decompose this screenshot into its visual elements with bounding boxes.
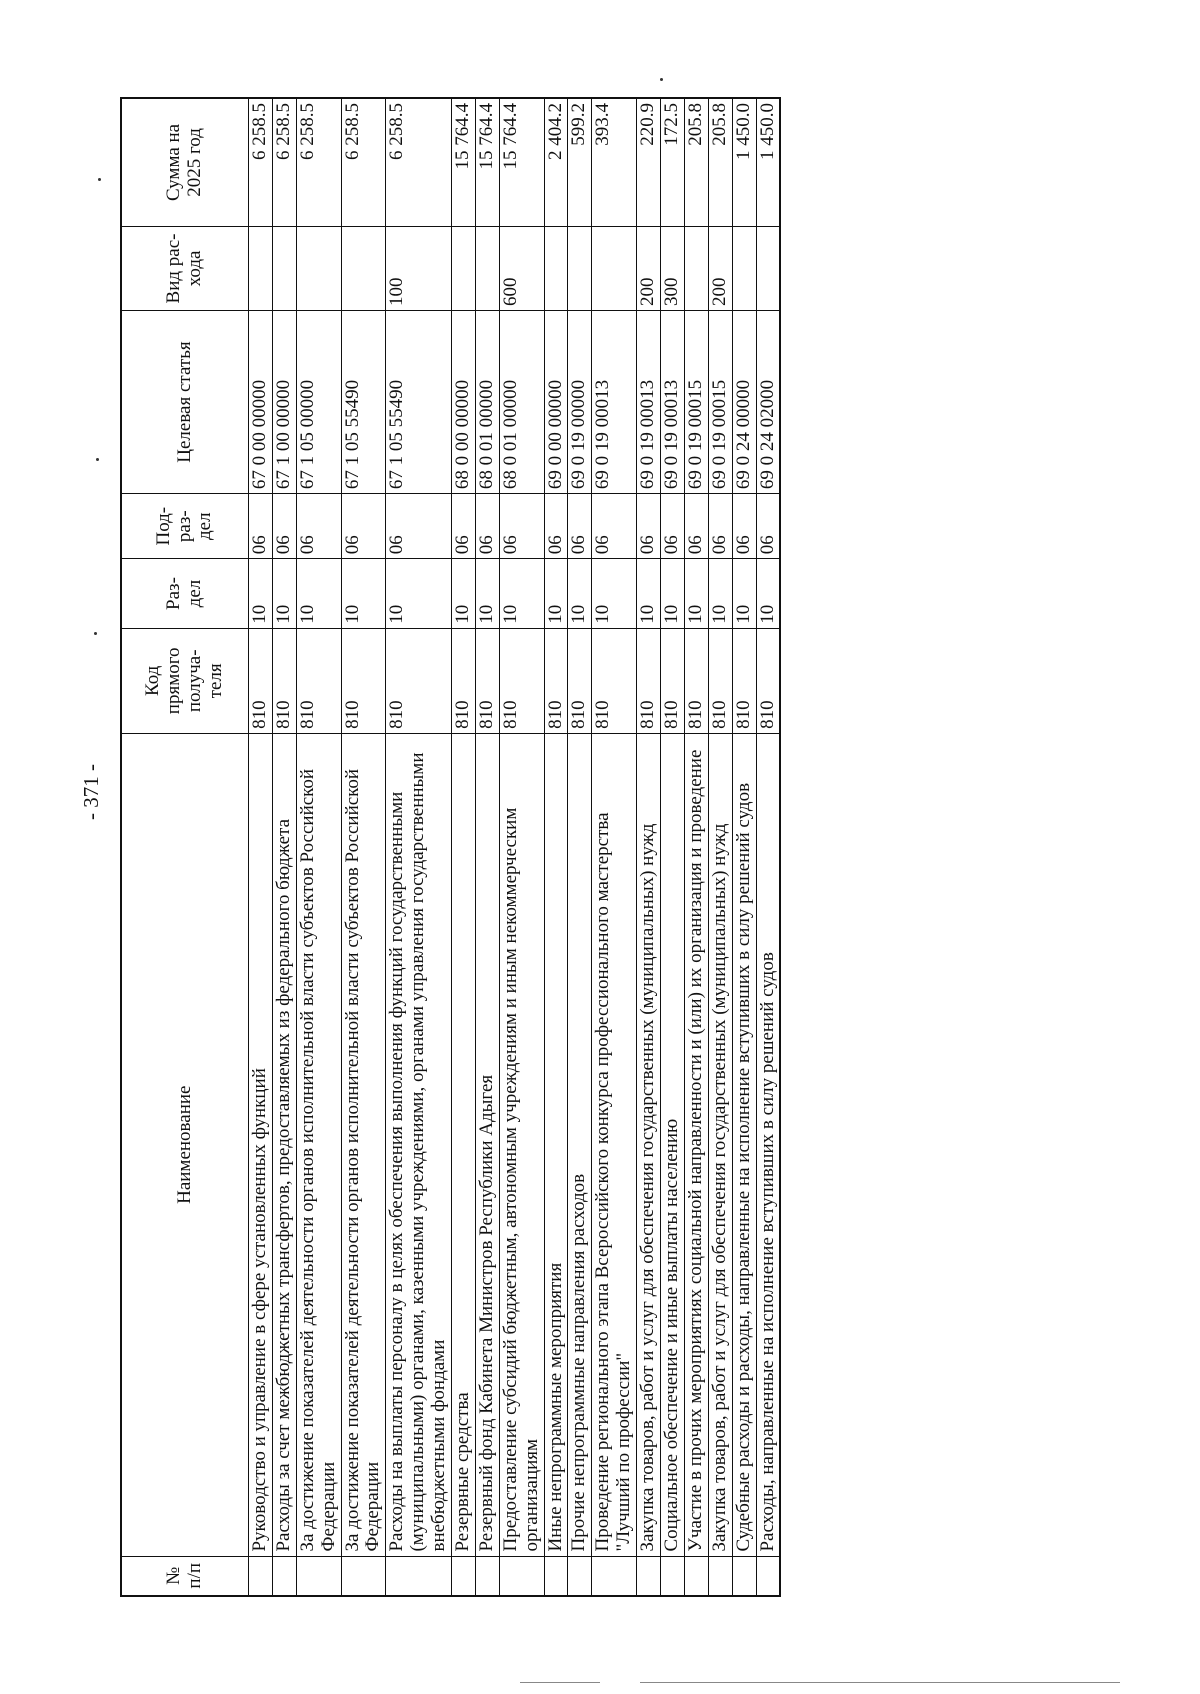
table-row xyxy=(708,98,732,1596)
cell-name: Расходы на выплаты персоналу в целях обеспечения выполнения функций государственными (муниципальными) органами, казенными учреждениями, органами управления государственными внебюджетными фондами xyxy=(386,733,452,1556)
cell-vid: 100 xyxy=(386,226,452,310)
cell-sum: 15 764.4 xyxy=(499,98,544,226)
cell-podrazdel: 06 xyxy=(637,494,661,559)
cell-target: 69 0 19 00013 xyxy=(592,311,637,494)
cell-razdel: 10 xyxy=(568,559,592,628)
cell-target: 69 0 19 00015 xyxy=(684,311,708,494)
table-row xyxy=(341,98,386,1596)
cell-recipient: 810 xyxy=(568,628,592,733)
cell-recipient: 810 xyxy=(341,628,386,733)
cell-name: Расходы, направленные на исполнение вступивших в силу решений судов xyxy=(756,733,780,1556)
scan-line xyxy=(520,1682,600,1683)
header-target: Целевая статья xyxy=(121,311,249,494)
cell-recipient: 810 xyxy=(637,628,661,733)
cell-target: 69 0 19 00013 xyxy=(661,311,685,494)
cell-vid xyxy=(296,226,341,310)
cell-target: 67 1 05 55490 xyxy=(341,311,386,494)
cell-target: 68 0 01 00000 xyxy=(499,311,544,494)
cell-razdel: 10 xyxy=(386,559,452,628)
cell-name: Руководство и управление в сфере установленных функций xyxy=(249,733,273,1556)
cell-target: 67 1 05 55490 xyxy=(386,311,452,494)
cell-sum: 205.8 xyxy=(684,98,708,226)
scan-line xyxy=(640,1682,1120,1683)
cell-vid: 200 xyxy=(637,226,661,310)
header-sum: Сумма на 2025 год xyxy=(121,98,249,226)
cell-podrazdel: 06 xyxy=(568,494,592,559)
cell-podrazdel: 06 xyxy=(475,494,499,559)
cell-podrazdel: 06 xyxy=(452,494,476,559)
cell-vid xyxy=(341,226,386,310)
cell-num xyxy=(499,1556,544,1596)
cell-vid xyxy=(732,226,756,310)
cell-recipient: 810 xyxy=(592,628,637,733)
cell-target: 67 0 00 00000 xyxy=(249,311,273,494)
cell-podrazdel: 06 xyxy=(386,494,452,559)
budget-table xyxy=(120,97,781,1597)
cell-vid xyxy=(544,226,568,310)
cell-name: Закупка товаров, работ и услуг для обеспечения государственных (муниципальных) нужд xyxy=(708,733,732,1556)
cell-podrazdel: 06 xyxy=(272,494,296,559)
cell-num xyxy=(249,1556,273,1596)
cell-target: 69 0 24 02000 xyxy=(756,311,780,494)
cell-name: Расходы за счет межбюджетных трансфертов, предоставляемых из федерального бюджета xyxy=(272,733,296,1556)
cell-target: 67 1 00 00000 xyxy=(272,311,296,494)
table-row xyxy=(475,98,499,1596)
cell-num xyxy=(708,1556,732,1596)
cell-recipient: 810 xyxy=(386,628,452,733)
scan-speck xyxy=(660,78,663,81)
cell-num xyxy=(272,1556,296,1596)
cell-sum: 6 258.5 xyxy=(341,98,386,226)
header-podrazdel: Под- раз- дел xyxy=(121,494,249,559)
cell-target: 69 0 19 00013 xyxy=(637,311,661,494)
cell-vid xyxy=(475,226,499,310)
rotated-table-wrapper xyxy=(120,97,1100,1597)
table-row xyxy=(756,98,780,1596)
cell-vid xyxy=(272,226,296,310)
cell-sum: 599.2 xyxy=(568,98,592,226)
cell-name: Социальное обеспечение и иные выплаты населению xyxy=(661,733,685,1556)
table-row xyxy=(296,98,341,1596)
cell-num xyxy=(732,1556,756,1596)
cell-recipient: 810 xyxy=(499,628,544,733)
cell-target: 69 0 24 00000 xyxy=(732,311,756,494)
cell-podrazdel: 06 xyxy=(499,494,544,559)
cell-num xyxy=(475,1556,499,1596)
cell-razdel: 10 xyxy=(296,559,341,628)
page-number: - 371 - xyxy=(79,764,103,820)
cell-vid xyxy=(452,226,476,310)
cell-sum: 15 764.4 xyxy=(475,98,499,226)
cell-sum: 15 764.4 xyxy=(452,98,476,226)
cell-name: Закупка товаров, работ и услуг для обеспечения государственных (муниципальных) нужд xyxy=(637,733,661,1556)
cell-name: Прочие непрограммные направления расходов xyxy=(568,733,592,1556)
cell-name: Резервные средства xyxy=(452,733,476,1556)
table-row xyxy=(592,98,637,1596)
cell-razdel: 10 xyxy=(475,559,499,628)
cell-recipient: 810 xyxy=(249,628,273,733)
table-row xyxy=(684,98,708,1596)
cell-podrazdel: 06 xyxy=(708,494,732,559)
header-name: Наименование xyxy=(121,733,249,1556)
cell-sum: 6 258.5 xyxy=(296,98,341,226)
cell-podrazdel: 06 xyxy=(756,494,780,559)
header-recipient: Код прямого получа- теля xyxy=(121,628,249,733)
cell-sum: 172.5 xyxy=(661,98,685,226)
cell-num xyxy=(568,1556,592,1596)
header-num: № п/п xyxy=(121,1556,249,1596)
table-row xyxy=(499,98,544,1596)
cell-podrazdel: 06 xyxy=(296,494,341,559)
cell-podrazdel: 06 xyxy=(341,494,386,559)
scan-speck xyxy=(96,458,99,461)
table-row xyxy=(732,98,756,1596)
cell-name: Судебные расходы и расходы, направленные на исполнение вступивших в силу решений судов xyxy=(732,733,756,1556)
cell-vid: 200 xyxy=(708,226,732,310)
cell-recipient: 810 xyxy=(452,628,476,733)
cell-sum: 220.9 xyxy=(637,98,661,226)
cell-vid xyxy=(684,226,708,310)
cell-num xyxy=(661,1556,685,1596)
cell-name: Проведение регионального этапа Всероссийского конкурса профессионального мастерства "Лучший по профессии" xyxy=(592,733,637,1556)
table-row xyxy=(544,98,568,1596)
cell-num xyxy=(386,1556,452,1596)
cell-razdel: 10 xyxy=(592,559,637,628)
table-row xyxy=(661,98,685,1596)
cell-sum: 6 258.5 xyxy=(272,98,296,226)
cell-target: 69 0 00 00000 xyxy=(544,311,568,494)
cell-num xyxy=(592,1556,637,1596)
table-header-row xyxy=(121,98,249,1596)
cell-vid xyxy=(249,226,273,310)
cell-name: Предоставление субсидий бюджетным, автономным учреждениям и иным некоммерческим организациям xyxy=(499,733,544,1556)
table-row xyxy=(452,98,476,1596)
cell-recipient: 810 xyxy=(684,628,708,733)
cell-vid xyxy=(568,226,592,310)
cell-sum: 6 258.5 xyxy=(386,98,452,226)
cell-recipient: 810 xyxy=(756,628,780,733)
cell-podrazdel: 06 xyxy=(249,494,273,559)
cell-recipient: 810 xyxy=(708,628,732,733)
table-row xyxy=(568,98,592,1596)
cell-sum: 2 404.2 xyxy=(544,98,568,226)
cell-razdel: 10 xyxy=(708,559,732,628)
cell-razdel: 10 xyxy=(637,559,661,628)
cell-name: Резервный фонд Кабинета Министров Республики Адыгея xyxy=(475,733,499,1556)
cell-num xyxy=(756,1556,780,1596)
cell-razdel: 10 xyxy=(272,559,296,628)
scan-speck xyxy=(98,178,101,181)
cell-target: 68 0 00 00000 xyxy=(452,311,476,494)
cell-sum: 6 258.5 xyxy=(249,98,273,226)
cell-name: За достижение показателей деятельности органов исполнительной власти субъектов Российской Федерации xyxy=(296,733,341,1556)
cell-podrazdel: 06 xyxy=(661,494,685,559)
cell-razdel: 10 xyxy=(499,559,544,628)
cell-num xyxy=(296,1556,341,1596)
cell-vid: 300 xyxy=(661,226,685,310)
cell-razdel: 10 xyxy=(341,559,386,628)
cell-target: 68 0 01 00000 xyxy=(475,311,499,494)
cell-recipient: 810 xyxy=(661,628,685,733)
cell-podrazdel: 06 xyxy=(732,494,756,559)
cell-vid xyxy=(592,226,637,310)
cell-name: За достижение показателей деятельности органов исполнительной власти субъектов Российской Федерации xyxy=(341,733,386,1556)
table-row xyxy=(272,98,296,1596)
scan-speck xyxy=(94,632,97,635)
cell-num xyxy=(544,1556,568,1596)
cell-target: 69 0 19 00000 xyxy=(568,311,592,494)
cell-recipient: 810 xyxy=(544,628,568,733)
cell-num xyxy=(341,1556,386,1596)
cell-razdel: 10 xyxy=(661,559,685,628)
cell-razdel: 10 xyxy=(544,559,568,628)
cell-vid xyxy=(756,226,780,310)
cell-razdel: 10 xyxy=(452,559,476,628)
cell-name: Иные непрограммные мероприятия xyxy=(544,733,568,1556)
cell-recipient: 810 xyxy=(475,628,499,733)
table-row xyxy=(637,98,661,1596)
cell-sum: 205.8 xyxy=(708,98,732,226)
cell-sum: 1 450.0 xyxy=(756,98,780,226)
cell-recipient: 810 xyxy=(296,628,341,733)
cell-target: 67 1 05 00000 xyxy=(296,311,341,494)
header-razdel: Раз- дел xyxy=(121,559,249,628)
cell-sum: 393.4 xyxy=(592,98,637,226)
cell-vid: 600 xyxy=(499,226,544,310)
table-body xyxy=(249,98,781,1596)
cell-razdel: 10 xyxy=(732,559,756,628)
cell-podrazdel: 06 xyxy=(592,494,637,559)
cell-razdel: 10 xyxy=(249,559,273,628)
cell-razdel: 10 xyxy=(756,559,780,628)
cell-recipient: 810 xyxy=(272,628,296,733)
header-vid: Вид рас- хода xyxy=(121,226,249,310)
cell-razdel: 10 xyxy=(684,559,708,628)
cell-num xyxy=(452,1556,476,1596)
table-row xyxy=(386,98,452,1596)
cell-sum: 1 450.0 xyxy=(732,98,756,226)
cell-target: 69 0 19 00015 xyxy=(708,311,732,494)
table-row xyxy=(249,98,273,1596)
cell-num xyxy=(684,1556,708,1596)
cell-name: Участие в прочих мероприятиях социальной направленности и (или) их организация и проведение xyxy=(684,733,708,1556)
cell-podrazdel: 06 xyxy=(544,494,568,559)
cell-recipient: 810 xyxy=(732,628,756,733)
cell-podrazdel: 06 xyxy=(684,494,708,559)
cell-num xyxy=(637,1556,661,1596)
